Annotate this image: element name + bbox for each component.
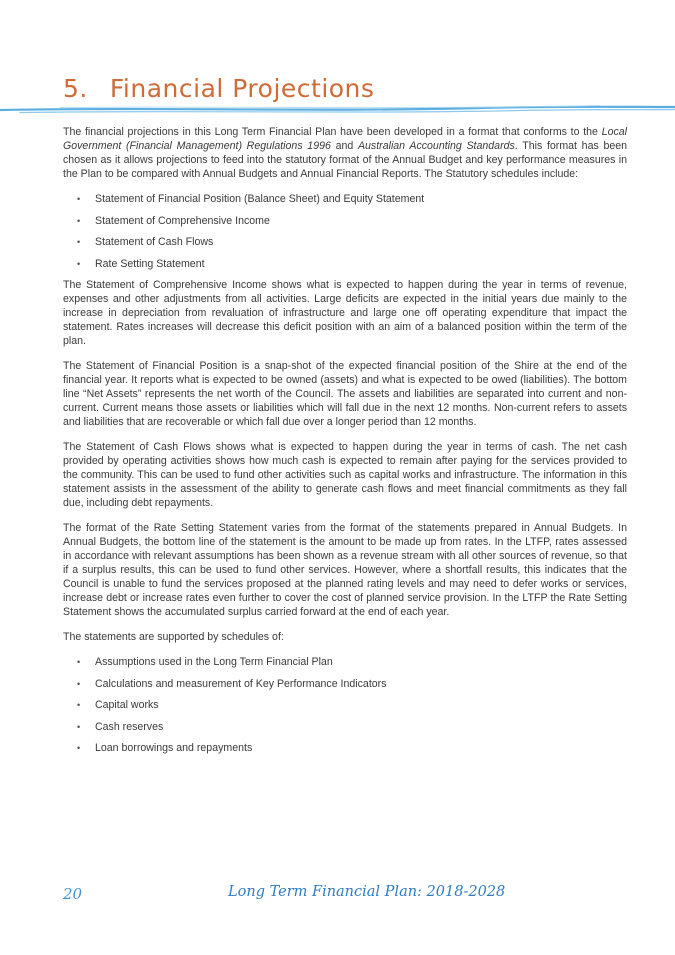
cash-flows-paragraph: The Statement of Cash Flows shows what is expected to happen during the year in terms of cash. The net cash provided by operating activities shows how much cash is expected to remain after paying for the services provided to the community. This can be used to fund other activities such as capital works and infrastructure. The information in this statement assists in the assessment of the ability to generate cash flows and meet financial commitments as they fall due, including debt repayments.	[63, 441, 627, 509]
financial-position-paragraph: The Statement of Financial Position is a snap-shot of the expected financial position of the Shire at the end of the financial year. It reports what is expected to be owned (assets) and what is expected to be owed (liabilities). The bottom line “Net Assets” represents the net worth of the Council. The assets and liabilities are separated into current and non-current. Current means those assets or liabilities which will fall due in the next 12 months. Non-current refers to assets and liabilities that are recoverable or which fall due over a longer period than 12 months.	[63, 360, 627, 428]
list-item: • Statement of Financial Position (Balance Sheet) and Equity Statement	[63, 192, 627, 206]
list-item: • Statement of Comprehensive Income	[63, 214, 627, 228]
rate-setting-paragraph: The format of the Rate Setting Statement varies from the format of the statements prepared in Annual Budgets. In Annual Budgets, the bottom line of the statement is the amount to be made up from rates. In the LTFP, rates assessed in accordance with relevant assumptions has been shown as a revenue stream with all other sources of revenue, so that if a surplus results, this can be used to fund other services. However, where a shortfall results, this indicates that the Council is unable to fund the services proposed at the planned rating levels and may need to defer works or services, increase debt or increase rates even further to cover the cost of planned service provision. In the LTFP the Rate Setting Statement shows the accumulated surplus carried forward at the end of each year.	[63, 522, 627, 618]
footer-title: Long Term Financial Plan: 2018-2028	[228, 884, 506, 900]
section-number: 5.	[63, 74, 88, 103]
comprehensive-income-paragraph: The Statement of Comprehensive Income shows what is expected to happen during the year in terms of revenue, expenses and other adjustments from all activities. Large deficits are expected in the initial years due mainly to the increase in depreciation from revaluation of infrastructure and large one off operating expenditure that impact the statement. Rates increases will decrease this deficit position with an aim of a balanced position within the term of the plan.	[63, 279, 627, 347]
list-item: • Capital works	[63, 698, 627, 712]
intro-text-a: The financial projections in this Long Term Financial Plan have been developed in a format that conforms to the	[63, 126, 602, 138]
list-item: • Rate Setting Statement	[63, 257, 627, 271]
page-number: 20	[63, 885, 83, 903]
section-heading	[63, 74, 374, 103]
statutory-schedules-list	[63, 192, 627, 271]
list-item: • Calculations and measurement of Key Performance Indicators	[63, 677, 627, 691]
list-item: • Cash reserves	[63, 720, 627, 734]
page-content	[63, 125, 627, 763]
list-item: • Loan borrowings and repayments	[63, 741, 627, 755]
intro-text-b: . This format has been chosen as it allows projections to feed into the statutory format of the Annual Budget and key performance measures in the Plan to be compared with Annual Budgets and Annual Financial Reports. The Statutory schedules include:	[63, 140, 628, 180]
intro-and: and	[330, 140, 358, 152]
supporting-intro-paragraph: The statements are supported by schedules of:	[63, 631, 284, 643]
regulations-title: Local Government (Financial Management) Regulations 1996	[63, 126, 627, 152]
section-title: Financial Projections	[109, 74, 375, 103]
list-item: • Statement of Cash Flows	[63, 235, 627, 249]
intro-paragraph	[63, 125, 627, 181]
supporting-schedules-list	[63, 655, 627, 755]
standards-title: Australian Accounting Standards	[357, 140, 515, 152]
heading-brush-rule	[0, 101, 675, 119]
list-item: • Assumptions used in the Long Term Financial Plan	[63, 655, 627, 669]
